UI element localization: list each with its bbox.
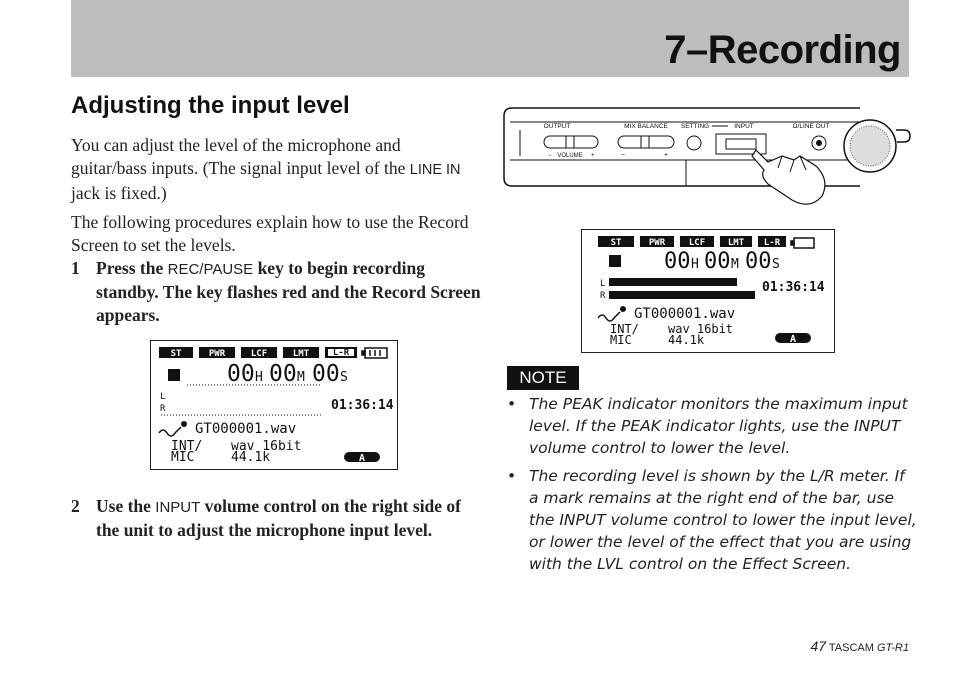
volume-plus: + — [591, 153, 595, 159]
meter-l-label: L — [160, 392, 166, 402]
mode-label: A — [358, 453, 366, 464]
step-text: Press the — [96, 258, 164, 278]
intro-paragraph-2: The following procedures explain how to use the Record Screen to set the levels. — [71, 212, 469, 255]
device-illustration — [500, 100, 915, 212]
input-control — [716, 134, 766, 154]
note-item — [507, 465, 917, 575]
tag-lmt: LMT — [292, 349, 310, 359]
chapter-title: 7–Recording — [664, 28, 901, 72]
time-minutes: 00 — [704, 249, 731, 274]
input-source-2: MIC — [610, 333, 632, 347]
time-s-unit: S — [340, 370, 348, 385]
key-input: INPUT — [155, 499, 201, 516]
record-standby-icon — [609, 255, 621, 267]
product-name: GT-R1 — [877, 642, 909, 654]
volume-minus: − — [548, 153, 552, 159]
mix-minus: − — [621, 152, 626, 159]
intro-text-b: jack is fixed.) — [71, 183, 167, 203]
step-text: volume control on the right side of the unit to adjust the microphone input level. — [96, 496, 462, 540]
meter-r-label: R — [600, 291, 606, 301]
page-footer — [810, 638, 909, 654]
remaining-time: 01:36:14 — [762, 280, 825, 295]
sample-rate: 44.1k — [668, 333, 705, 347]
input-source-1: INT/ — [171, 439, 203, 454]
mix-plus: + — [664, 152, 669, 159]
step-text: Use the — [96, 496, 151, 516]
input-label: INPUT — [734, 123, 754, 130]
tag-lcf: LCF — [688, 238, 706, 248]
tag-lr: L-R — [763, 238, 781, 248]
bullet-dot: • — [507, 467, 517, 485]
section-title: Adjusting the input level — [71, 92, 350, 119]
time-minutes: 00 — [269, 361, 297, 387]
tag-lr: L-R — [332, 348, 350, 358]
tag-lmt: LMT — [727, 238, 745, 248]
intro-text-a: You can adjust the level of the microphone and guitar/bass inputs. (The signal input level of the — [71, 135, 406, 178]
meter-r-label: R — [160, 404, 166, 414]
note-list — [507, 393, 917, 581]
line-out-label: Ω/LINE OUT — [792, 123, 830, 130]
mic-icon — [598, 312, 620, 321]
file-format: wav 16bit — [668, 322, 734, 336]
intro-paragraph-1 — [71, 134, 471, 205]
chapter-header — [71, 0, 909, 77]
finger-hand-icon — [752, 150, 825, 204]
step-2 — [71, 495, 481, 542]
tag-lcf: LCF — [250, 349, 268, 359]
meter-l-label: L — [600, 279, 606, 289]
mode-label: A — [789, 334, 797, 345]
setting-button — [687, 136, 701, 150]
record-standby-icon — [168, 369, 180, 381]
time-hours: 00 — [664, 249, 691, 274]
time-h-unit: H — [255, 370, 263, 385]
record-screen-lcd — [150, 340, 398, 470]
brand-name: TASCAM — [828, 642, 874, 654]
key-line-in: LINE IN — [409, 162, 461, 178]
setting-label: SETTING — [680, 123, 710, 130]
time-m-unit: M — [297, 370, 305, 385]
battery-icon — [362, 348, 387, 358]
tag-pwr: PWR — [648, 238, 666, 248]
time-m-unit: M — [731, 257, 739, 272]
time-hours: 00 — [227, 361, 255, 387]
note-label: NOTE — [507, 366, 579, 390]
tag-st: ST — [170, 349, 182, 359]
meter-l-bar — [609, 278, 737, 286]
tag-pwr: PWR — [208, 349, 226, 359]
time-s-unit: S — [772, 257, 780, 272]
page-number: 47 — [810, 638, 827, 654]
step-1 — [71, 257, 481, 327]
step-text: key to begin recording standby. The key flashes red and the Record Screen appears. — [96, 258, 481, 325]
time-h-unit: H — [691, 257, 699, 272]
record-screen-lcd-2 — [581, 229, 835, 353]
file-name: GT000001.wav — [195, 421, 297, 437]
meter-r-bar — [609, 291, 755, 299]
note-item — [507, 393, 917, 459]
tag-st: ST — [610, 238, 622, 248]
input-source-1: INT/ — [610, 322, 639, 336]
sample-rate: 44.1k — [231, 450, 271, 465]
output-label: OUTPUT — [543, 123, 571, 130]
note-text: The PEAK indicator monitors the maximum input level. If the PEAK indicator lights, use the INPUT volume control to lower the level. — [529, 395, 908, 457]
step-number: 1 — [71, 258, 80, 278]
bullet-dot: • — [507, 395, 517, 413]
time-seconds: 00 — [745, 249, 772, 274]
time-seconds: 00 — [312, 361, 340, 387]
file-format: wav 16bit — [231, 439, 302, 454]
mic-icon — [159, 427, 181, 436]
file-name: GT000001.wav — [634, 306, 736, 322]
remaining-time: 01:36:14 — [331, 398, 394, 413]
step-number: 2 — [71, 496, 80, 516]
mix-balance-label: MIX BALANCE — [624, 123, 668, 130]
note-text: The recording level is shown by the L/R meter. If a mark remains at the right end of the bar, use the INPUT volume control to lower the input level, or lower the level of the effect that you are using with the LVL control on the Effect Screen. — [529, 467, 917, 573]
key-rec-pause: REC/PAUSE — [167, 261, 254, 278]
battery-icon — [791, 238, 814, 248]
input-source-2: MIC — [171, 450, 195, 465]
volume-label: VOLUME — [557, 153, 583, 159]
